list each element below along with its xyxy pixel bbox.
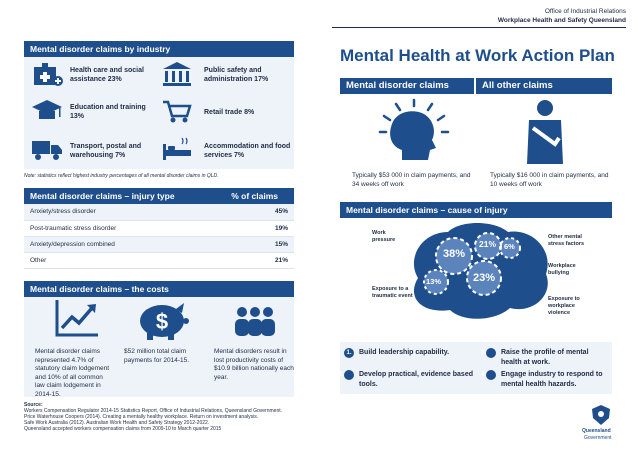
gear-workplace-bullying: 6% [504, 242, 515, 251]
stressed-head-icon [374, 98, 454, 168]
industry-heading: Mental disorder claims by industry [24, 41, 294, 57]
other-claims-text: Typically $16 000 in claim payments, and 10 weeks off work [490, 172, 609, 188]
source-line: Safe Work Australia (2012). Australian Work Health and Safety Strategy 2012-2022. [24, 420, 210, 426]
action-text: Build leadership capability. [359, 349, 450, 356]
injury-pct: 21% [224, 252, 294, 268]
label-bullying: Workplace bullying [548, 263, 576, 276]
injury-pct: 15% [224, 236, 294, 252]
cost-total-payments: $52 million total claim payments for 2014-15. [124, 348, 190, 364]
office-label: Office of Industrial Relations [544, 8, 626, 15]
industry-accommodation: Accommodation and food services 7% [204, 143, 291, 159]
injury-heading-label: Mental disorder claims – injury type [30, 191, 175, 201]
header-rule [332, 27, 626, 28]
injury-pct-header: % of claims [231, 191, 278, 201]
people-group-icon [233, 304, 277, 338]
bed-icon [160, 136, 194, 162]
label-other-stress: Other mental stress factors [548, 234, 585, 247]
queensland-crest-icon [588, 404, 614, 426]
trend-chart-icon [54, 298, 100, 338]
piggy-bank-icon [132, 297, 194, 341]
truck-icon [30, 136, 64, 162]
action-number: 3. [486, 348, 496, 358]
industry-health-care: Health care and social assistance 23% [70, 67, 144, 83]
injury-type: Other [24, 252, 224, 268]
label-violence: Exposure to workplace violence [548, 296, 580, 316]
other-claims-heading: All other claims [476, 78, 612, 94]
table-row [24, 236, 294, 252]
table-row [24, 220, 294, 236]
injury-pct: 45% [224, 204, 294, 220]
source-line: Workers Compensation Regulator 2014-15 Statistics Report, Office of Industrial Relations, Queensland Government. [24, 408, 283, 414]
gear-workplace-violence: 23% [473, 272, 496, 284]
action-text: Raise the profile of mental health at work. [501, 349, 589, 366]
mental-claims-heading: Mental disorder claims [340, 78, 474, 94]
injury-heading [24, 188, 294, 204]
page-title: Mental Health at Work Action Plan [340, 46, 615, 65]
source-label: Source: [24, 402, 43, 408]
injury-pct: 19% [224, 220, 294, 236]
gear-other-mental-stress: 21% [479, 239, 497, 249]
division-label: Workplace Health and Safety Queensland [497, 17, 626, 24]
action-item [480, 348, 610, 367]
action-text: Develop practical, evidence based tools. [359, 371, 473, 388]
injury-type: Anxiety/depression combined [24, 236, 224, 252]
government-building-icon [160, 61, 194, 87]
source-line: Queensland accepted workers compensation claims from 2009-10 to March quarter 2015 [24, 426, 222, 432]
action-text: Engage industry to respond to mental health hazards. [501, 371, 603, 388]
shopping-cart-icon [160, 98, 194, 124]
action-item [480, 370, 610, 389]
source-line: Price Waterhouse Coopers (2014). Creating a mentally healthy workplace. Return on investment analysis. [24, 414, 259, 420]
hospital-icon [30, 61, 64, 87]
table-row [24, 204, 294, 220]
industry-transport: Transport, postal and warehousing 7% [70, 143, 142, 159]
gear-work-pressure: 38% [443, 248, 466, 260]
table-row [24, 252, 294, 268]
label-work-pressure: Work pressure [372, 230, 396, 243]
industry-education: Education and training 13% [70, 104, 146, 120]
injury-type: Post-traumatic stress disorder [24, 220, 224, 236]
logo-line1: Queensland [582, 428, 611, 434]
cost-claims-share: Mental disorder claims represented 4.7% of statutory claim lodgement and 10% of all common law claim lodgement in 2014-15. [35, 348, 110, 398]
injury-table [24, 204, 294, 269]
cost-productivity: Mental disorders result in lost productivity costs of $10.9 billion nationally each year. [214, 348, 294, 381]
gear-traumatic-event: 13% [426, 277, 442, 286]
action-number: 2. [344, 370, 354, 380]
costs-heading: Mental disorder claims – the costs [24, 281, 294, 297]
school-icon [30, 98, 64, 124]
industry-public-safety: Public safety and administration 17% [204, 67, 269, 83]
mental-claims-text: Typically $53 000 in claim payments, and 34 weeks off work [352, 172, 471, 188]
action-number: 1. [344, 348, 354, 358]
industry-note: Note: statistics reflect highest industry percentages of all mental disorder claims in QLD. [24, 173, 219, 179]
action-number: 4. [486, 370, 496, 380]
injury-type: Anxiety/stress disorder [24, 204, 224, 220]
industry-retail: Retail trade 8% [204, 109, 255, 116]
logo-line2: Government [584, 435, 612, 441]
label-traumatic-event: Exposure to a traumatic event [372, 286, 413, 299]
injured-arm-icon [515, 98, 575, 168]
action-item [338, 370, 474, 389]
svg-text:$: $ [155, 309, 169, 334]
action-item [344, 348, 474, 358]
cause-heading: Mental disorder claims – cause of injury [340, 202, 612, 218]
